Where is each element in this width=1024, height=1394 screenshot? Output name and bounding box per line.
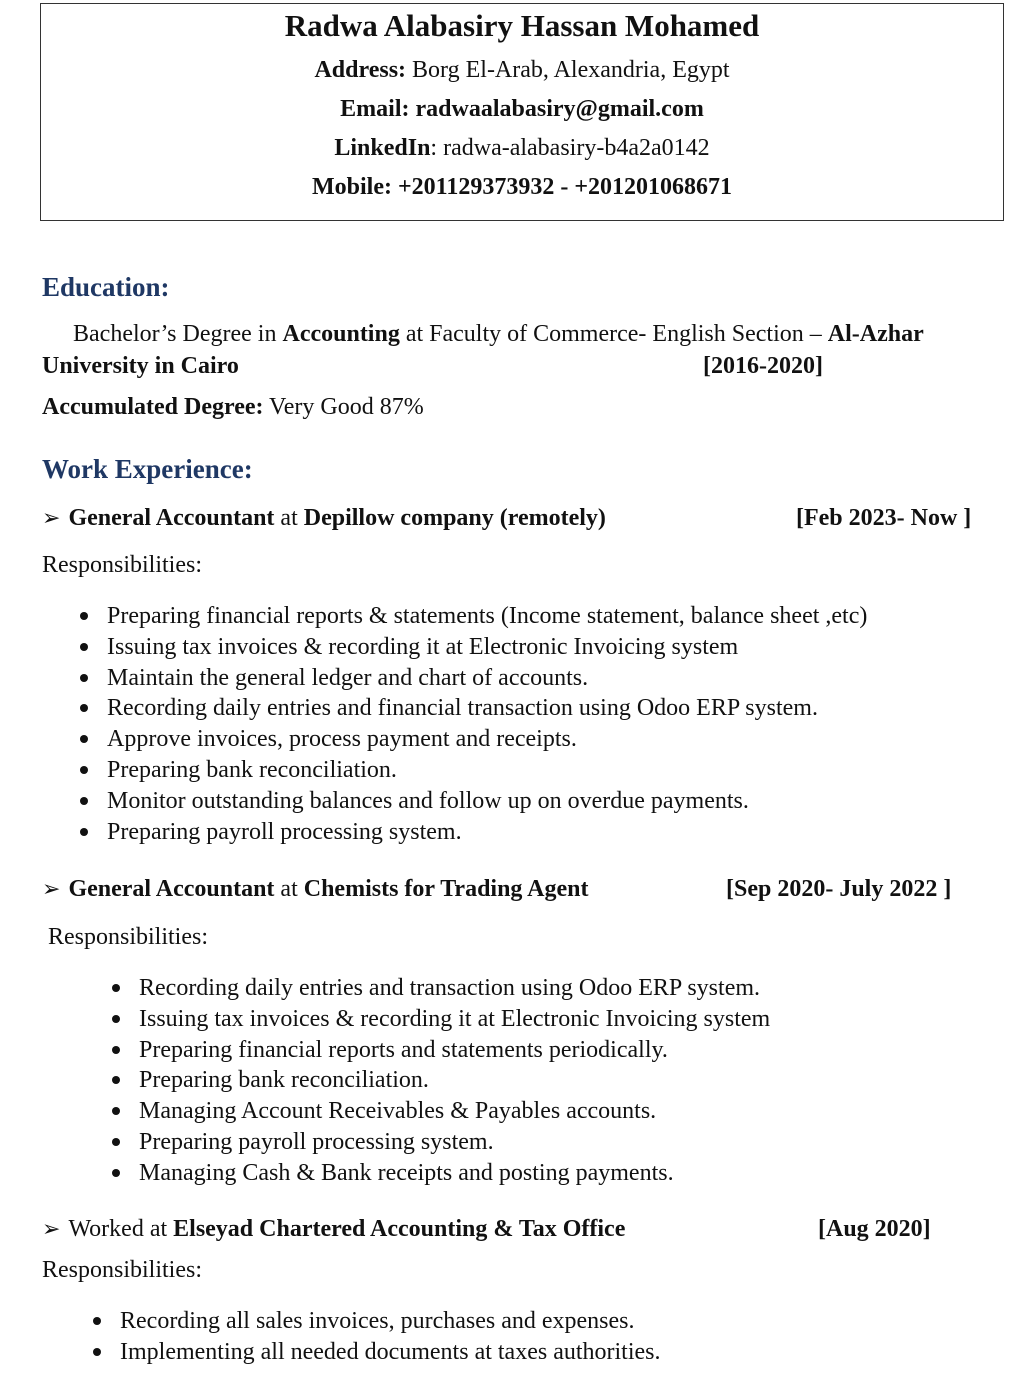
list-item — [139, 1096, 770, 1127]
job-dates: [Sep 2020- July 2022 ] — [726, 876, 952, 902]
list-item — [139, 1035, 770, 1066]
address-line — [41, 57, 1003, 84]
list-item-text: Recording all sales invoices, purchases and expenses. — [120, 1308, 635, 1334]
job-title-line — [42, 1216, 625, 1243]
degree-prefix: Bachelor’s Degree in — [73, 321, 283, 347]
address-label: Address: — [314, 57, 407, 83]
responsibilities-list — [139, 973, 770, 1189]
list-item — [120, 1337, 661, 1368]
bullet-icon — [112, 1107, 120, 1115]
arrow-bullet-icon: ➢ — [42, 505, 61, 530]
bullet-icon — [80, 828, 88, 836]
bullet-icon — [80, 735, 88, 743]
job-role: General Accountant — [68, 505, 275, 531]
list-item-text: Maintain the general ledger and chart of accounts. — [107, 664, 589, 691]
bullet-icon — [112, 1046, 120, 1054]
list-item — [107, 601, 867, 632]
grade-line — [42, 394, 424, 421]
list-item-text: Managing Account Receivables & Payables accounts. — [139, 1098, 657, 1125]
list-item — [139, 1127, 770, 1158]
linkedin-line — [41, 135, 1003, 162]
list-item-text: Preparing financial reports & statements (Income statement, balance sheet ,etc) — [107, 603, 868, 629]
arrow-bullet-icon: ➢ — [42, 876, 61, 901]
job-company: Elseyad Chartered Accounting & Tax Office — [173, 1216, 626, 1242]
list-item-text: Issuing tax invoices & recording it at Electronic Invoicing system — [139, 1005, 771, 1032]
job-at: at — [274, 505, 304, 531]
list-item-text: Preparing payroll processing system. — [139, 1128, 494, 1155]
work-experience-heading: Work Experience: — [42, 454, 253, 484]
grade-label: Accumulated Degree: — [42, 394, 264, 420]
list-item — [139, 973, 770, 1004]
list-item-text: Managing Cash & Bank receipts and posting payments. — [139, 1159, 674, 1186]
bullet-icon — [80, 766, 88, 774]
list-item — [107, 724, 867, 755]
degree-middle: at Faculty of Commerce- English Section – — [399, 321, 828, 347]
bullet-icon — [80, 643, 88, 651]
address-value: Borg El-Arab, Alexandria, Egypt — [406, 57, 730, 83]
mobile-line — [41, 174, 1003, 201]
email-value[interactable]: radwaalabasiry@gmail.com — [409, 96, 704, 122]
list-item — [139, 1065, 770, 1096]
list-item-text: Preparing bank reconciliation. — [139, 1067, 429, 1094]
job-dates: [Aug 2020] — [818, 1216, 931, 1242]
list-item-text: Implementing all needed documents at taxes authorities. — [120, 1338, 661, 1365]
university-part1: Al-Azhar — [827, 321, 924, 347]
education-years: [2016-2020] — [703, 353, 823, 379]
email-label: Email: — [340, 96, 410, 122]
list-item — [139, 1158, 770, 1189]
list-item-text: Preparing payroll processing system. — [107, 818, 462, 845]
candidate-name: Radwa Alabasiry Hassan Mohamed — [284, 8, 760, 43]
list-item-text: Issuing tax invoices & recording it at Electronic Invoicing system — [107, 633, 739, 660]
list-item-text: Recording daily entries and financial transaction using Odoo ERP system. — [107, 695, 818, 722]
grade-value: Very Good 87% — [263, 394, 424, 420]
list-item-text: Recording daily entries and transaction using Odoo ERP system. — [139, 975, 761, 1001]
list-item — [107, 632, 867, 663]
list-item-text: Approve invoices, process payment and receipts. — [107, 726, 577, 753]
job-company: Depillow company (remotely) — [303, 505, 606, 531]
bullet-icon — [80, 704, 88, 712]
responsibilities-label: Responsibilities: — [48, 924, 209, 950]
education-heading: Education: — [42, 272, 170, 302]
list-item — [107, 693, 867, 724]
responsibilities-label: Responsibilities: — [42, 552, 203, 578]
bullet-icon — [112, 1169, 120, 1177]
list-item-text: Preparing financial reports and statements periodically. — [139, 1036, 668, 1063]
list-item — [107, 817, 867, 848]
bullet-icon — [80, 674, 88, 682]
bullet-icon — [112, 1138, 120, 1146]
arrow-bullet-icon: ➢ — [42, 1216, 61, 1241]
bullet-icon — [93, 1348, 101, 1356]
bullet-icon — [80, 797, 88, 805]
job-title-line — [42, 505, 606, 532]
responsibilities-list — [120, 1306, 661, 1368]
job-at: at — [274, 876, 304, 902]
responsibilities-list — [107, 601, 867, 847]
list-item — [107, 663, 867, 694]
mobile-value: +201129373932 - +201201068671 — [391, 174, 732, 200]
job-prefix: Worked at — [68, 1216, 174, 1242]
responsibilities-label: Responsibilities: — [42, 1257, 203, 1283]
job-dates: [Feb 2023- Now ] — [796, 505, 972, 531]
list-item-text: Preparing bank reconciliation. — [107, 756, 397, 783]
bullet-icon — [112, 1076, 120, 1084]
list-item — [107, 755, 867, 786]
list-item-text: Monitor outstanding balances and follow up on overdue payments. — [107, 787, 749, 814]
email-line — [41, 96, 1003, 123]
contact-header-box — [40, 3, 1004, 221]
list-item — [107, 786, 867, 817]
mobile-label: Mobile: — [311, 174, 392, 200]
bullet-icon — [80, 612, 88, 620]
university-name: University in Cairo — [42, 353, 239, 379]
linkedin-value[interactable]: : radwa-alabasiry-b4a2a0142 — [430, 135, 710, 161]
bullet-icon — [112, 984, 120, 992]
list-item — [139, 1004, 770, 1035]
degree-line — [73, 321, 924, 348]
job-title-line — [42, 876, 588, 903]
job-role: General Accountant — [68, 876, 275, 902]
job-company: Chemists for Trading Agent — [303, 876, 589, 902]
bullet-icon — [93, 1317, 101, 1325]
degree-major: Accounting — [282, 321, 400, 347]
bullet-icon — [112, 1015, 120, 1023]
linkedin-label: LinkedIn — [334, 135, 431, 161]
list-item — [120, 1306, 661, 1337]
